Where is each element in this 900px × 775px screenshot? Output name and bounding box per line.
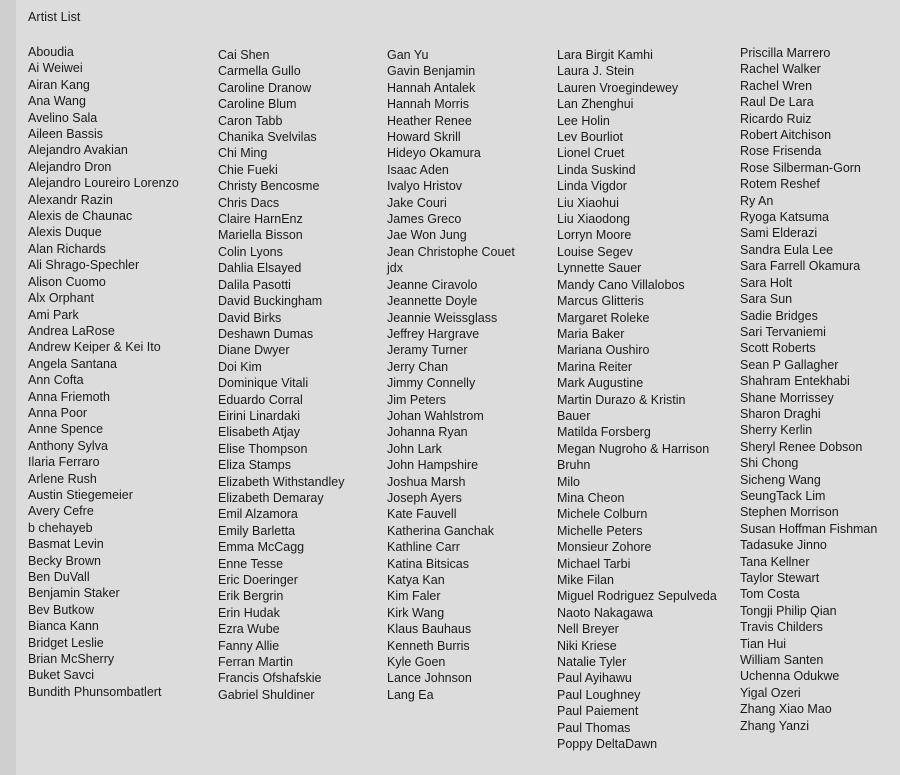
artist-link[interactable]: Christy Bencosme [218, 179, 320, 194]
artist-link[interactable]: Sari Tervaniemi [740, 324, 826, 339]
artist-link[interactable]: Andrea LaRose [28, 323, 115, 338]
artist-column-1 [28, 44, 179, 700]
artist-link[interactable]: Shane Morrissey [740, 390, 834, 405]
artist-link[interactable]: Eliza Stamps [218, 458, 291, 473]
artist-link[interactable]: Nell Breyer [557, 622, 619, 637]
artist-link[interactable]: Airan Kang [28, 77, 90, 92]
artist-link[interactable]: Aboudia [28, 45, 74, 59]
artist-link[interactable]: Elisabeth Atjay [218, 425, 300, 440]
artist-link[interactable]: Paul Thomas [557, 720, 631, 735]
artist-link[interactable]: Kim Faler [387, 589, 441, 604]
artist-link[interactable]: Klaus Bauhaus [387, 622, 472, 637]
artist-link[interactable]: Michele Colburn [557, 507, 648, 522]
artist-link[interactable]: Yigal Ozeri [740, 685, 801, 700]
artist-link[interactable]: Jeffrey Hargrave [387, 326, 480, 341]
artist-link[interactable]: Ana Wang [28, 94, 86, 109]
artist-link[interactable]: Claire HarnEnz [218, 212, 303, 227]
artist-link[interactable]: Sara Farrell Okamura [740, 259, 861, 274]
artist-link[interactable]: Carmella Gullo [218, 64, 301, 79]
artist-link[interactable]: Alexis de Chaunac [28, 209, 133, 224]
artist-link[interactable]: Chie Fueki [218, 162, 278, 177]
artist-link[interactable]: Linda Vigdor [557, 179, 627, 194]
artist-link[interactable]: Megan Nugroho & Harrison [557, 441, 710, 456]
artist-link[interactable]: Chris Dacs [218, 195, 280, 210]
artist-link[interactable]: Bauer [557, 408, 591, 423]
artist-link[interactable]: Natalie Tyler [557, 655, 627, 670]
artist-link[interactable]: Maria Baker [557, 326, 625, 341]
artist-link[interactable]: Ryoga Katsuma [740, 210, 829, 225]
artist-link[interactable]: Shi Chong [740, 456, 799, 471]
artist-link[interactable]: Marina Reiter [557, 359, 633, 374]
artist-link[interactable]: Chanika Svelvilas [218, 130, 317, 145]
artist-link[interactable]: Bridget Leslie [28, 635, 104, 650]
artist-link[interactable]: Johanna Ryan [387, 425, 468, 440]
artist-link[interactable]: Bruhn [557, 458, 591, 473]
artist-link[interactable]: Scott Roberts [740, 341, 816, 356]
artist-link[interactable]: Lauren Vroegindewey [557, 80, 679, 95]
artist-link[interactable]: Hannah Morris [387, 97, 469, 112]
artist-link[interactable]: Sherry Kerlin [740, 423, 813, 438]
artist-link[interactable]: Jake Couri [387, 195, 447, 210]
artist-link[interactable]: Bev Butkow [28, 602, 95, 617]
artist-link[interactable]: Fanny Allie [218, 638, 280, 653]
artist-link[interactable]: Alexandr Razin [28, 192, 113, 207]
artist-link[interactable]: Alejandro Loureiro Lorenzo [28, 176, 179, 191]
artist-link[interactable]: Katina Bitsicas [387, 556, 469, 571]
artist-link[interactable]: Tadasuke Jinno [740, 538, 827, 553]
artist-link[interactable]: Ivalyo Hristov [387, 179, 463, 194]
artist-link[interactable]: Lynnette Sauer [557, 261, 642, 276]
artist-link[interactable]: Sharon Draghi [740, 406, 821, 421]
artist-link[interactable]: Alejandro Avakian [28, 143, 128, 158]
artist-link[interactable]: Elise Thompson [218, 441, 308, 456]
artist-link[interactable]: Rose Frisenda [740, 144, 822, 159]
artist-link[interactable]: Alejandro Dron [28, 159, 112, 174]
artist-link[interactable]: John Hampshire [387, 458, 479, 473]
artist-link[interactable]: William Santen [740, 653, 824, 668]
artist-link[interactable]: Stephen Morrison [740, 505, 839, 520]
artist-link[interactable]: Martin Durazo & Kristin [557, 392, 686, 407]
artist-link[interactable]: Anne Spence [28, 422, 104, 437]
artist-link[interactable]: Hideyo Okamura [387, 146, 481, 161]
artist-link[interactable]: Ferran Martin [218, 655, 294, 670]
artist-link[interactable]: Erin Hudak [218, 605, 280, 620]
artist-link[interactable]: Jeanne Ciravolo [387, 277, 478, 292]
artist-link[interactable]: Eric Doeringer [218, 573, 298, 587]
artist-link[interactable]: Louise Segev [557, 244, 633, 259]
left-edge-bar [0, 0, 16, 775]
artist-column-3 [387, 47, 515, 703]
artist-link[interactable]: Benjamin Staker [28, 586, 120, 601]
artist-link[interactable]: Priscilla Marrero [740, 46, 831, 60]
artist-link[interactable]: Shahram Entekhabi [740, 374, 850, 389]
artist-link[interactable]: Laura J. Stein [557, 64, 635, 79]
artist-link[interactable]: Mina Cheon [557, 490, 625, 505]
artist-link[interactable]: Kathline Carr [387, 540, 460, 555]
artist-link[interactable]: Becky Brown [28, 553, 101, 568]
artist-link[interactable]: Michael Tarbi [557, 556, 631, 571]
artist-link[interactable]: Heather Renee [387, 113, 472, 128]
artist-link[interactable]: Brian McSherry [28, 652, 115, 667]
artist-link[interactable]: Jean Christophe Couet [387, 244, 515, 259]
artist-link[interactable]: Niki Kriese [557, 638, 617, 653]
artist-link[interactable]: Sami Elderazi [740, 226, 818, 241]
artist-link[interactable]: Kate Fauvell [387, 507, 457, 522]
artist-link[interactable]: Lorryn Moore [557, 228, 632, 243]
artist-link[interactable]: Jeramy Turner [387, 343, 468, 358]
artist-link[interactable]: Francis Ofshafskie [218, 671, 322, 686]
artist-link[interactable]: Elizabeth Withstandley [218, 474, 345, 489]
artist-link[interactable]: Rachel Wren [740, 78, 813, 93]
artist-link[interactable]: Dahlia Elsayed [218, 261, 302, 276]
artist-link[interactable]: David Birks [218, 310, 282, 325]
artist-link[interactable]: Lionel Cruet [557, 146, 625, 161]
artist-link[interactable]: Ami Park [28, 307, 79, 322]
artist-link[interactable]: Travis Childers [740, 620, 823, 635]
artist-link[interactable]: Tongji Philip Qian [740, 603, 837, 618]
artist-link[interactable]: Monsieur Zohore [557, 540, 652, 555]
artist-link[interactable]: Mark Augustine [557, 376, 644, 391]
artist-link[interactable]: Zhang Yanzi [740, 718, 810, 733]
artist-link[interactable]: Caroline Blum [218, 97, 297, 112]
artist-link[interactable]: Mandy Cano Villalobos [557, 277, 685, 292]
artist-link[interactable]: Paul Ayihawu [557, 671, 632, 686]
artist-link[interactable]: Joseph Ayers [387, 490, 462, 505]
artist-link[interactable]: Mike Filan [557, 573, 614, 587]
artist-link[interactable]: Ann Cofta [28, 373, 84, 388]
artist-link[interactable]: Rachel Walker [740, 62, 821, 77]
artist-link[interactable]: Alx Orphant [28, 291, 95, 306]
artist-link[interactable]: Katya Kan [387, 573, 445, 587]
artist-link[interactable]: Howard Skrill [387, 130, 461, 145]
artist-link[interactable]: Diane Dwyer [218, 343, 290, 358]
artist-link[interactable]: Ai Weiwei [28, 61, 83, 76]
artist-link[interactable]: Robert Aitchison [740, 128, 832, 143]
artist-link[interactable]: Lan Zhenghui [557, 97, 634, 112]
artist-column-2 [218, 47, 344, 703]
artist-link[interactable]: Ezra Wube [218, 622, 280, 637]
artist-link[interactable]: Rose Silberman-Gorn [740, 160, 861, 175]
artist-link[interactable]: Emil Alzamora [218, 507, 298, 522]
artist-link[interactable]: Ben DuVall [28, 570, 90, 584]
artist-link[interactable]: Paul Paiement [557, 704, 639, 719]
artist-link[interactable]: Lev Bourliot [557, 130, 624, 145]
artist-link[interactable]: Ali Shrago-Spechler [28, 258, 140, 273]
artist-link[interactable]: Eduardo Corral [218, 392, 303, 407]
artist-link[interactable]: Jimmy Connelly [387, 376, 476, 391]
artist-link[interactable]: Bianca Kann [28, 619, 99, 634]
artist-link[interactable]: Liu Xiaodong [557, 212, 630, 227]
artist-link[interactable]: Lance Johnson [387, 671, 472, 686]
artist-link[interactable]: Deshawn Dumas [218, 326, 314, 341]
artist-link[interactable]: Anna Poor [28, 405, 88, 420]
artist-link[interactable]: Sicheng Wang [740, 472, 821, 487]
artist-link[interactable]: Erik Bergrin [218, 589, 284, 604]
artist-link[interactable]: Johan Wahlstrom [387, 408, 484, 423]
artist-link[interactable]: Isaac Aden [387, 162, 449, 177]
artist-link[interactable]: Colin Lyons [218, 244, 283, 259]
artist-link[interactable]: Bundith Phunsombatlert [28, 684, 162, 699]
artist-link[interactable]: Kyle Goen [387, 655, 446, 670]
artist-link[interactable]: Cai Shen [218, 48, 270, 62]
artist-link[interactable]: Jeannette Doyle [387, 294, 478, 309]
artist-link[interactable]: Mariella Bisson [218, 228, 303, 243]
artist-link[interactable]: Enne Tesse [218, 556, 284, 571]
artist-link[interactable]: Andrew Keiper & Kei Ito [28, 340, 161, 355]
artist-link[interactable]: Gan Yu [387, 48, 429, 62]
artist-link[interactable]: Sara Sun [740, 292, 793, 307]
artist-link[interactable]: Tian Hui [740, 636, 787, 651]
artist-link[interactable]: Jim Peters [387, 392, 447, 407]
artist-link[interactable]: Ilaria Ferraro [28, 455, 100, 470]
artist-link[interactable]: Austin Stiegemeier [28, 487, 133, 502]
artist-link[interactable]: Basmat Levin [28, 537, 104, 552]
artist-link[interactable]: Ry An [740, 193, 774, 208]
artist-link[interactable]: Kirk Wang [387, 605, 445, 620]
artist-column-5 [740, 45, 877, 734]
artist-link[interactable]: Susan Hoffman Fishman [740, 521, 878, 536]
artist-link[interactable]: Sadie Bridges [740, 308, 818, 323]
artist-link[interactable]: Emily Barletta [218, 523, 296, 538]
artist-link[interactable]: Tom Costa [740, 587, 800, 602]
artist-link[interactable]: Margaret Roleke [557, 310, 650, 325]
artist-link[interactable]: Marcus Glitteris [557, 294, 644, 309]
artist-link[interactable]: Poppy DeltaDawn [557, 737, 658, 752]
artist-link[interactable]: Eirini Linardaki [218, 408, 300, 423]
artist-link[interactable]: Alison Cuomo [28, 274, 106, 289]
artist-link[interactable]: Kenneth Burris [387, 638, 470, 653]
artist-link[interactable]: Katherina Ganchak [387, 523, 495, 538]
artist-link[interactable]: Avelino Sala [28, 110, 98, 125]
artist-link[interactable]: Linda Suskind [557, 162, 636, 177]
artist-link[interactable]: Joshua Marsh [387, 474, 466, 489]
artist-link[interactable]: David Buckingham [218, 294, 323, 309]
artist-link[interactable]: John Lark [387, 441, 442, 456]
artist-link[interactable]: Elizabeth Demaray [218, 490, 324, 505]
artist-link[interactable]: Zhang Xiao Mao [740, 702, 832, 717]
artist-link[interactable]: Naoto Nakagawa [557, 605, 653, 620]
artist-link[interactable]: Jae Won Jung [387, 228, 467, 243]
artist-link[interactable]: Alexis Duque [28, 225, 102, 240]
artist-link[interactable]: Chi Ming [218, 146, 268, 161]
artist-link[interactable]: Miguel Rodriguez Sepulveda [557, 589, 717, 604]
artist-link[interactable]: Jeannie Weissglass [387, 310, 498, 325]
artist-link[interactable]: Tana Kellner [740, 554, 810, 569]
artist-link[interactable]: SeungTack Lim [740, 488, 826, 503]
artist-link[interactable]: Gavin Benjamin [387, 64, 476, 79]
artist-link[interactable]: Caroline Dranow [218, 80, 312, 95]
artist-link[interactable]: jdx [387, 261, 403, 276]
artist-link[interactable]: Dalila Pasotti [218, 277, 291, 292]
artist-link[interactable]: James Greco [387, 212, 462, 227]
artist-link[interactable]: Michelle Peters [557, 523, 643, 538]
artist-link[interactable]: Jerry Chan [387, 359, 449, 374]
page-title: Artist List [28, 10, 81, 24]
artist-link[interactable]: Mariana Oushiro [557, 343, 650, 358]
artist-link[interactable]: Rotem Reshef [740, 177, 820, 192]
artist-link[interactable]: Gabriel Shuldiner [218, 687, 315, 702]
artist-link[interactable]: Sheryl Renee Dobson [740, 439, 863, 454]
artist-link[interactable]: Raul De Lara [740, 95, 814, 110]
artist-link[interactable]: Matilda Forsberg [557, 425, 651, 440]
artist-link[interactable]: Sara Holt [740, 275, 793, 290]
artist-link[interactable]: Paul Loughney [557, 687, 641, 702]
artist-link[interactable]: Sean P Gallagher [740, 357, 839, 372]
artist-link[interactable]: b chehayeb [28, 520, 93, 535]
artist-link[interactable]: Uchenna Odukwe [740, 669, 840, 684]
artist-link[interactable]: Dominique Vitali [218, 376, 309, 391]
artist-link[interactable]: Angela Santana [28, 356, 117, 371]
artist-link[interactable]: Sandra Eula Lee [740, 242, 834, 257]
artist-link[interactable]: Milo [557, 474, 580, 489]
artist-link[interactable]: Liu Xiaohui [557, 195, 619, 210]
artist-link[interactable]: Lang Ea [387, 687, 434, 702]
artist-link[interactable]: Lee Holin [557, 113, 610, 128]
artist-column-4 [557, 47, 717, 752]
artist-link[interactable]: Doi Kim [218, 359, 262, 374]
artist-link[interactable]: Anthony Sylva [28, 438, 108, 453]
artist-link[interactable]: Hannah Antalek [387, 80, 476, 95]
artist-link[interactable]: Aileen Bassis [28, 127, 104, 142]
artist-link[interactable]: Alan Richards [28, 241, 106, 256]
artist-link[interactable]: Ricardo Ruiz [740, 111, 812, 126]
artist-link[interactable]: Buket Savci [28, 668, 95, 683]
artist-link[interactable]: Avery Cefre [28, 504, 94, 519]
artist-link[interactable]: Lara Birgit Kamhi [557, 48, 653, 62]
artist-link[interactable]: Anna Friemoth [28, 389, 110, 404]
artist-link[interactable]: Caron Tabb [218, 113, 283, 128]
artist-link[interactable]: Emma McCagg [218, 540, 305, 555]
artist-link[interactable]: Arlene Rush [28, 471, 97, 486]
artist-link[interactable]: Taylor Stewart [740, 571, 820, 585]
